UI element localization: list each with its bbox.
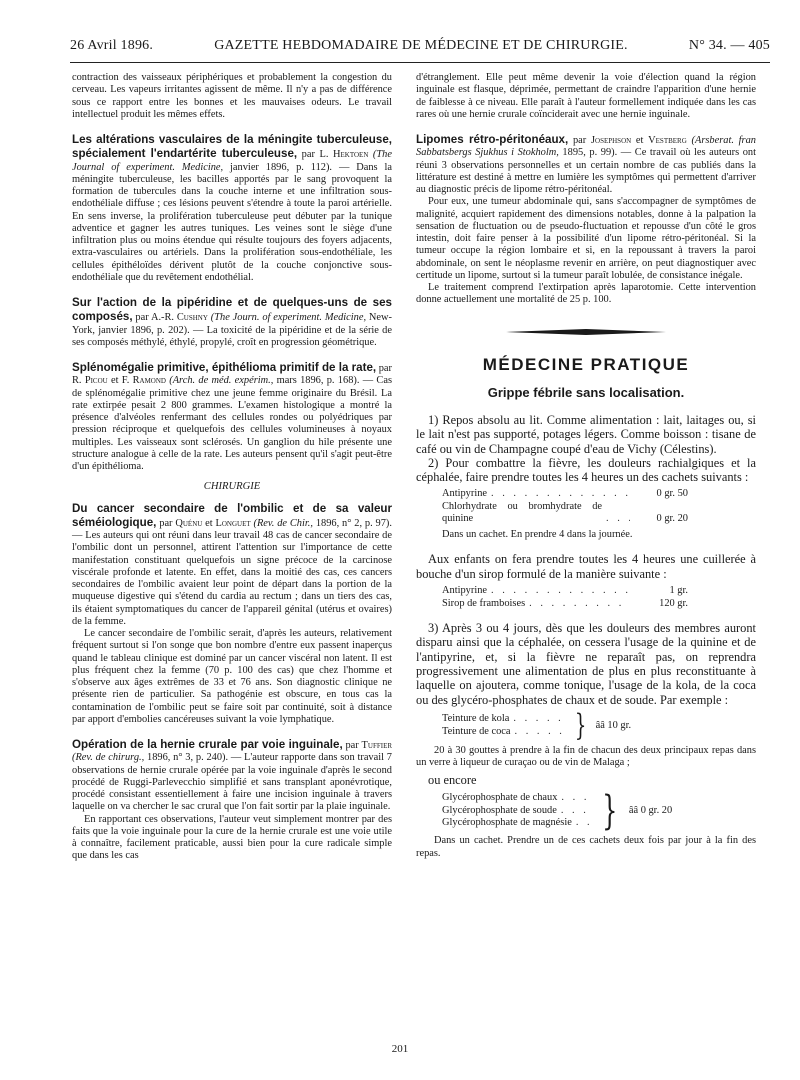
prescription-line: Glycérophosphate de chaux . . . [442, 792, 595, 805]
prescription-line: Antipyrine . . . 1 gr. [442, 585, 688, 598]
source-citation: (Rev. de Chir., [250, 517, 313, 529]
prescription-line: Glycérophosphate de soude . . . [442, 805, 595, 818]
author-name: Hektoen [333, 149, 369, 161]
prescription-note: Dans un cachet. Prendre un de ces cachets deux fois par jour à la fin des repas. [416, 835, 756, 859]
header-rule [70, 62, 770, 63]
brace-glyph: } [602, 788, 618, 835]
instruction-2: 2) Pour combattre la fièvre, les douleurs rachialgiques et la céphalée, faire prendre toutes les 4 heures un des cachets suivants : [416, 455, 756, 485]
article-title: Sur l'action de la pipéridine et de quelques-uns de ses composés, [72, 296, 392, 324]
prescription-line: Teinture de kola . . . [442, 713, 569, 726]
source-citation: (Rev. de chirurg., [72, 752, 145, 764]
article-piperidine: Sur l'action de la pipéridine et de quelques-uns de ses composés, par A.-R. Cushny (The Journ. of experiment. Medicine, New-York, janvier 1896, p. 202). — La toxicité de la pipéridine et de la série de ses composés méthylé, éthylé, propylé, croît en progression géométrique. [72, 296, 392, 348]
issue-date: 26 Avril 1896. [70, 38, 154, 53]
article-title: Du cancer secondaire de l'ombilic et de sa valeur séméiologique, [72, 501, 392, 529]
page-folio: 201 [391, 1043, 409, 1055]
running-head [70, 38, 770, 56]
article-title: Splénomégalie primitive, épithélioma primitif de la rate, [72, 361, 377, 374]
article-lipomes: Lipomes rétro-péritonéaux, par Josephson et Vestberg (Arsberat. fran Sabbatsbergs Sjukhus i Stokholm, 1895, p. 99). — Ce travail où les auteurs ont réuni 3 observations personnelles et un certain nombre de cas publiés dans la littérature est destiné à mettre en lumière les symptômes qui permettent d'arriver au diagnostic précis de lipome rétro-péritonéal. [416, 133, 756, 195]
instruction-children: Aux enfants on fera prendre toutes les 4 heures une cuillerée à bouche d'un sirop formulé de la manière suivante : [416, 552, 756, 581]
section-heading: MÉDECINE PRATIQUE [482, 354, 690, 374]
instruction-3: 3) Après 3 ou 4 jours, dès que les douleurs des membres auront disparu ainsi que la céphalée, on cessera l'usage de la quinine et de l'antipyrine, et, si la fièvre ne reparaît pas, on reprendra progressivement une alimentation de plus en plus reconstituante à laquelle on ajoutera, comme tonique, l'usage de la kola, de la coca ou des glycéro-phosphates de chaux et de soude. Par exemple : [416, 621, 756, 707]
issue-page-number: N° 34. — 405 [688, 38, 770, 53]
or-connector: ou encore [428, 772, 477, 787]
article-splenomegalie: Splénomégalie primitive, épithélioma primitif de la rate, par R. Picou et F. Ramond (Arch. de méd. expérim., mars 1896, p. 168). — Cas de splénomégalie primitive chez une jeune femme originaire du Brésil. La rate extirpée pesait 2 800 grammes. L'examen histologique a montré la présence d'alvéoles renfermant des cellules rondes ou polyédriques par pression réciproque et quelquefois des cellules volumineuses à noyaux multiples. Les vaisseaux sont sclérosés. Un ganglion du hile présente une structure analogue à celle de la rate. Les auteurs pensent qu'il s'agit peut-être d'un épithélioma. [72, 361, 392, 472]
prescription-line: Glycérophosphate de magnésie . . . [442, 817, 595, 830]
author-name: Longuet [215, 517, 251, 529]
continued-paragraph: d'étranglement. Elle peut même devenir la voie d'élection quand la région inguinale est flasque, déprimée, permettant de craindre l'apparition d'une hernie de faiblesse à ce niveau. Elle paraît à l'auteur formellement indiquée dans les cas rares où une hernie crurale coïnciderait avec une hernie inguinale. [416, 72, 756, 120]
body-paragraph: Pour eux, une tumeur abdominale qui, sans s'accompagner de symptômes de malignité, acquiert rapidement des dimensions notables, donne à la palpation la sensation de fluctuation ou de pseudo-fluctuation et repousse d'un côté le gros intestin, doit faire penser à la possibilité d'un lipome rétro-péritonéal. Si la tumeur occupe la région lombaire et si, en la repoussant à travers la paroi abdominale, on sent le néoplasme revenir en arrière, on peut diagnostiquer avec certitude un lipome, surtout si la tumeur paraît lobulée, de consistance inégale. [416, 196, 756, 281]
source-citation: (Arsberat. fran Sabbatsbergs Sjukhus i Stokholm, [416, 135, 756, 159]
prescription-note: Dans un cachet. En prendre 4 dans la journée. [442, 528, 633, 540]
prescription-line: Antipyrine . . . 0 gr. 50 [442, 488, 688, 501]
prescription-2 [442, 585, 688, 610]
left-column [72, 72, 392, 863]
practical-text [416, 413, 756, 860]
author-name: Josephson [590, 135, 632, 146]
journal-title: GAZETTE HEBDOMADAIRE DE MÉDECINE ET DE CHIRURGIE. [214, 38, 628, 53]
prescription-4 [442, 788, 756, 835]
author-name: Cushny [176, 312, 208, 324]
source-citation: (The Journ. of experiment. Medicine, [207, 312, 367, 324]
prescription-dose: ââ 0 gr. 20 [628, 804, 673, 816]
prescription-dose: ââ 10 gr. [595, 719, 632, 731]
prescription-note: 20 à 30 gouttes à prendre à la fin de chacun des deux principaux repas dans un verre à liqueur de curaçao ou de vin de Malaga ; [416, 744, 756, 769]
body-paragraph: Le cancer secondaire de l'ombilic serait, d'après les auteurs, relativement fréquent surtout si l'on songe que bon nombre d'entre eux passent inaperçus quand le tableau clinique est dominé par un cancer viscéral non latent. Il est plus fréquent chez la femme (70 p. 100 des cas) que chez l'homme et s'observe aux âges extrêmes de 33 et 76 ans. Son diagnostic clinique ne présente rien de particulier. Sa pathogénie est obscure, en tous cas la contamination de l'ombilic peut se faire soit par continuité, soit à distance par apport d'embolies cancéreuses suivant la voie lymphatique. [72, 628, 392, 725]
article-meningite: Les altérations vasculaires de la méningite tuberculeuse, spécialement l'endartérite tuberculeuse, par L. Hektoen (The Journal of experiment. Medicine, janvier 1896, p. 112). — Dans la méningite tuberculeuse, les bacilles apportés par le sang provoquent la formation de tubercules dans la couche interne et une infiltration sous-endothéliale diffuse ; ces lésions peuvent s'étendre à toute la paroi artérielle. En sens inverse, la prolifération tuberculeuse peut débuter par la tunique adventice et gagner les autres tuniques. Les veines sont le siège d'une infiltration plus ou moins étendue qui résulte toujours des foyers adjacents, extra-vasculaires ou artériels. Dans la prolifération sous-endothéliale, les cellules épithéloïdes dérivent plutôt de la couche conjonctive sous-endothéliale que du revêtement endothélial. [72, 133, 392, 283]
article-title: Lipomes rétro-péritonéaux, [416, 133, 569, 146]
intro-paragraph: contraction des vaisseaux périphériques et probablement la congestion du cerveau. Les vapeurs irritantes agissent de même. Il n'y a pas de différence sous ce rapport entre les bonnes et les mauvaises odeurs. Le travail intellectuel produit les mêmes effets. [72, 72, 392, 120]
source-citation: (The Journal of experiment. Medicine, [72, 149, 392, 173]
author-name: Ramond [132, 375, 166, 387]
prescription-line: Teinture de coca . . . [442, 726, 569, 739]
author-name: Vestberg [648, 135, 687, 146]
right-column [416, 72, 756, 860]
prescription-1 [442, 488, 688, 541]
ornament-divider [506, 327, 666, 337]
prescription-line: Chlorhydrate ou bromhydrate de quinine . . . 0 gr. 20 [442, 501, 688, 526]
instruction-1: 1) Repos absolu au lit. Comme alimentation : lait, laitages ou, si le lait n'est pas supporté, potages légers. Comme boisson : tisane de café ou vin de Champagne coupé d'eau de Vichy (Célestins). [416, 413, 756, 456]
article-hernie-crurale: Opération de la hernie crurale par voie inguinale, par Tuffier (Rev. de chirurg., 1896, n° 3, p. 240). — L'auteur rapporte dans son travail 7 observations de hernie crurale opérée par la voie inguinale d'après le second procédé de Ruggi-Parlevecchio simplifié et sans transplant aponévrotique, procédé consistant essentiellement à faire une incision inguinale à travers laquelle on va chercher le sac crural que l'on fait sortir par la plaie inguinale. [72, 738, 393, 813]
brace-glyph: } [574, 707, 586, 743]
article-cancer-ombilic: Du cancer secondaire de l'ombilic et de sa valeur séméiologique, par Quénu et Longuet (Rev. de Chir., 1896, n° 2, p. 97). — Les auteurs qui ont réuni dans leur travail 48 cas de cancer secondaire de l'ombilic dont un personnel, attirent l'attention sur l'importance de cette manifestation constituant quelquefois un signe précoce de la carcinose viscérale profonde et latente. En effet, dans la moitié des cas, ces cancers secondaires de l'ombilic avaient leur point de départ dans la portion de la muqueuse digestive qui s'étend du cardia au rectum ; dans un tiers des cas, ils étaient symptomatiques du cancer de l'appareil génital (utérus et ovaires) de la femme. [72, 501, 392, 627]
body-paragraph: Le traitement comprend l'extirpation après laparotomie. Cette intervention donne actuellement une mortalité de 25 p. 100. [416, 282, 756, 306]
article-title: Opération de la hernie crurale par voie inguinale, [72, 738, 343, 751]
subsection-heading: Grippe fébrile sans localisation. [487, 384, 685, 400]
source-citation: (Arch. de méd. expérim., [165, 375, 274, 387]
body-paragraph: En rapportant ces observations, l'auteur veut simplement montrer par des faits que la voie inguinale pour la cure de la hernie crurale est une voie utile à connaître, facilement praticable, aussi bien pour la cure radicale simple que dans les cas [72, 813, 392, 862]
author-name: Quénu [175, 517, 203, 529]
prescription-line: Sirop de framboises . . . 120 gr. [442, 598, 688, 611]
author-name: Picou [84, 375, 108, 387]
article-title: Les altérations vasculaires de la méningite tuberculeuse, spécialement l'endartérite tuberculeuse, [72, 133, 392, 161]
author-name: Tuffier [361, 740, 393, 751]
section-chirurgie: CHIRURGIE [203, 481, 261, 493]
prescription-3 [442, 707, 756, 743]
